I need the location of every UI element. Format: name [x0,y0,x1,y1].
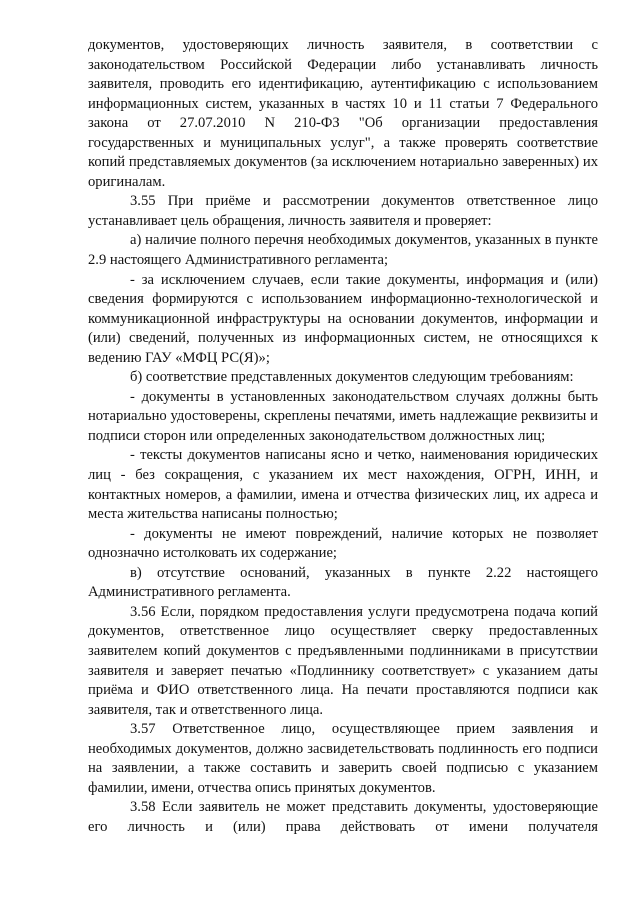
paragraph-item-a: а) наличие полного перечня необходимых документов, указанных в пункте 2.9 настоящего Административного регламента; [88,232,598,269]
paragraph-3-55: 3.55 При приёме и рассмотрении документов ответственное лицо устанавливает цель обращения, личность заявителя и проверяет: [88,193,598,229]
paragraph-requirement-3: - документы не имеют повреждений, наличие которых не позволяет однозначно истолковать их содержание; [88,525,598,562]
paragraph-3-56: 3.56 Если, порядком предоставления услуги предусмотрена подача копий документов, ответственное лицо осуществляет сверку предоставленных заявителем копий документов с предъявленными подлинниками в присутствии заявителя и заверяет печатью «Подлиннику соответствует» с указанием даты приёма и ФИО ответственного лица. На печати проставляются подписи как заявителя, так и ответственного лица. [88,603,598,718]
paragraph-exception: - за исключением случаев, если такие документы, информация и (или) сведения формируются с использованием информационно-технологической и коммуникационной инфраструктуры на основании документов, информации и (или) сведений, полученных из информационных систем, не относящихся к ведению ГАУ «МФЦ РС(Я)»; [88,271,598,366]
paragraph-3-58: 3.58 Если заявитель не может представить документы, удостоверяющие его личность и (или) права действовать от имени получателя [88,799,598,835]
paragraph-continuation: документов, удостоверяющих личность заявителя, в соответствии с законодательством Российской Федерации либо устанавливать личность заявителя, проводить его идентификацию, аутентификацию с использованием информационных систем, указанных в частях 10 и 11 статьи 7 Федерального закона от 27.07.2010 N 210-ФЗ "Об организации предоставления государственных и муниципальных услуг", а также проверять соответствие копий представляемых документов (за исключением нотариально заверенных) их оригиналам. [88,37,598,190]
paragraph-requirement-2: - тексты документов написаны ясно и четко, наименования юридических лиц - без сокращения, с указанием их мест нахождения, ОГРН, ИНН, и контактных номеров, а фамилии, имена и отчества физических лиц, их адреса и места жительства написаны полностью; [88,447,598,523]
paragraph-item-v: в) отсутствие оснований, указанных в пункте 2.22 настоящего Административного регламента. [88,564,598,601]
paragraph-requirement-1: - документы в установленных законодательством случаях должны быть нотариально удостоверены, скреплены печатями, иметь надлежащие реквизиты и подписи сторон или определенных законодательством должностных лиц; [88,388,598,444]
paragraph-3-57: 3.57 Ответственное лицо, осуществляющее прием заявления и необходимых документов, должно засвидетельствовать подлинность его подписи на заявлении, а также составить и заверить своей подписью с указанием фамилии, имени, отчества опись принятых документов. [88,721,598,796]
document-page [88,36,598,837]
paragraph-item-b: б) соответствие представленных документов следующим требованиям: [130,369,574,386]
